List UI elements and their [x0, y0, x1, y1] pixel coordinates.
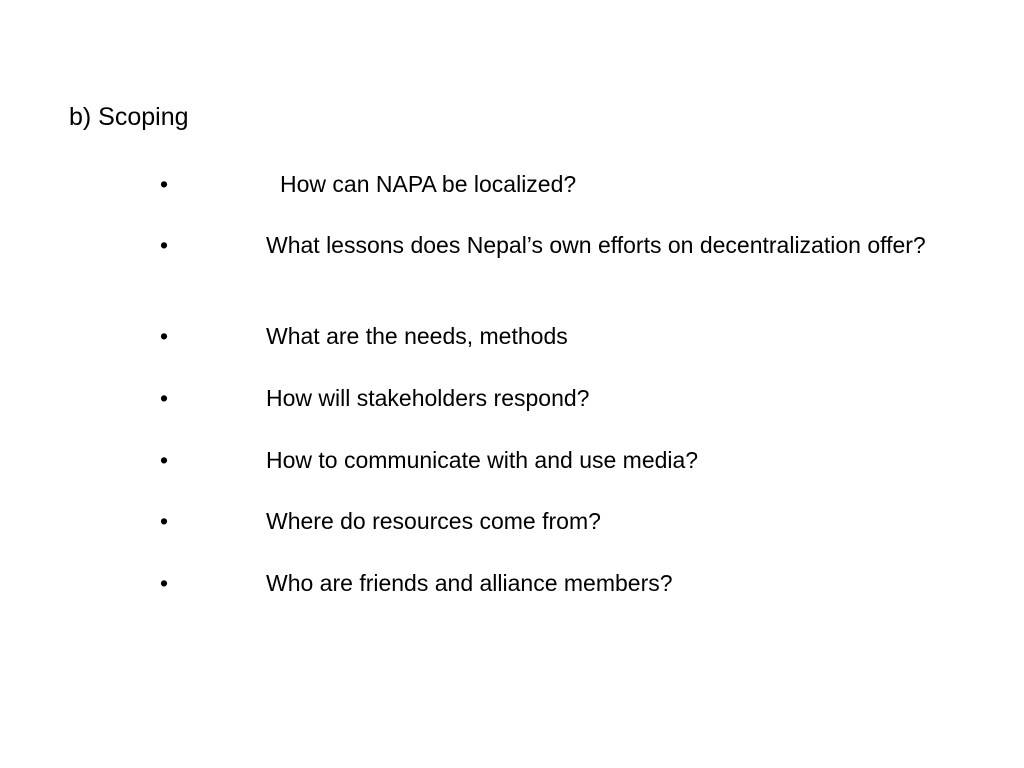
bullet-text: What are the needs, methods — [266, 323, 568, 349]
bullet-text: How will stakeholders respond? — [266, 385, 590, 411]
slide-title: b) Scoping — [69, 103, 189, 131]
bullet-icon: • — [160, 508, 169, 534]
bullet-icon: • — [160, 171, 169, 197]
bullet-icon: • — [160, 323, 169, 349]
bullet-icon: • — [160, 447, 169, 473]
bullet-text: What lessons does Nepal’s own efforts on decentralization offer? — [266, 232, 926, 258]
bullet-text: Where do resources come from? — [266, 508, 601, 534]
bullet-text: Who are friends and alliance members? — [266, 570, 673, 596]
bullet-text: How to communicate with and use media? — [266, 447, 699, 473]
bullet-text: How can NAPA be localized? — [280, 171, 577, 197]
bullet-icon: • — [160, 385, 169, 411]
bullet-icon: • — [160, 570, 169, 596]
bullet-icon: • — [160, 232, 169, 258]
